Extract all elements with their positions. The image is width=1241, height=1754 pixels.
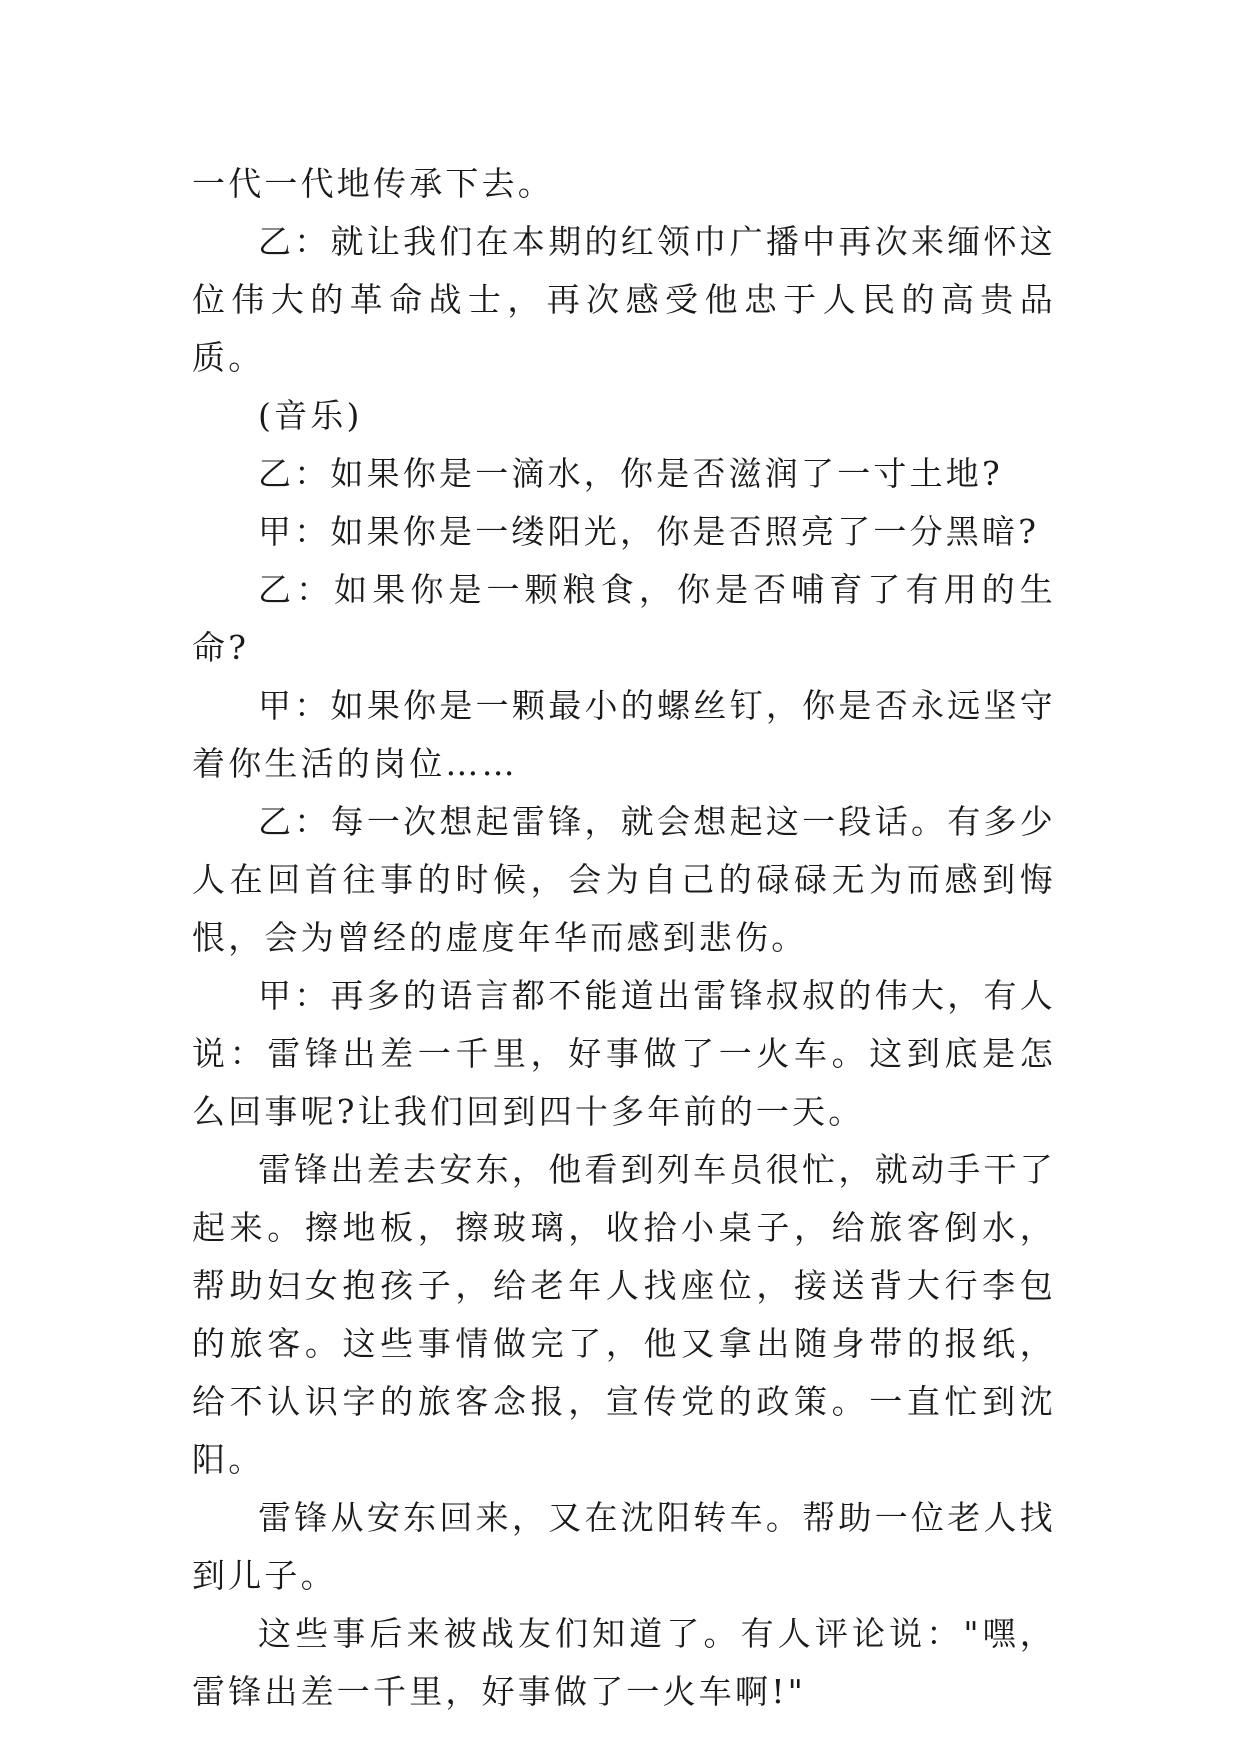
paragraph: 甲：再多的语言都不能道出雷锋叔叔的伟大，有人说：雷锋出差一千里，好事做了一火车。这到底是怎么回事呢?让我们回到四十多年前的一天。 — [192, 976, 1056, 1131]
paragraph: 甲：如果你是一颗最小的螺丝钉，你是否永远坚守着你生活的岗位…… — [192, 686, 1056, 783]
paragraph: 乙：每一次想起雷锋，就会想起这一段话。有多少人在回首往事的时候，会为自己的碌碌无为而感到悔恨，会为曾经的虚度年华而感到悲伤。 — [192, 802, 1056, 957]
paragraph: (音乐) — [258, 396, 363, 435]
document-page — [192, 155, 1056, 1721]
paragraph: 雷锋从安东回来，又在沈阳转车。帮助一位老人找到儿子。 — [192, 1498, 1056, 1595]
paragraph: 乙：如果你是一颗粮食，你是否哺育了有用的生命? — [192, 570, 1056, 667]
paragraph: 乙：如果你是一滴水，你是否滋润了一寸土地? — [258, 454, 1003, 493]
paragraph: 雷锋出差去安东，他看到列车员很忙，就动手干了起来。擦地板，擦玻璃，收拾小桌子，给旅客倒水，帮助妇女抱孩子，给老年人找座位，接送背大行李包的旅客。这些事情做完了，他又拿出随身带的报纸，给不认识字的旅客念报，宣传党的政策。一直忙到沈阳。 — [192, 1150, 1056, 1479]
paragraph: 这些事后来被战友们知道了。有人评论说："嘿，雷锋出差一千里，好事做了一火车啊!" — [192, 1614, 1056, 1711]
paragraph: 甲：如果你是一缕阳光，你是否照亮了一分黑暗? — [258, 512, 1040, 551]
paragraph: 乙：就让我们在本期的红领巾广播中再次来缅怀这位伟大的革命战士，再次感受他忠于人民的高贵品质。 — [192, 222, 1056, 377]
paragraph: 一代一代地传承下去。 — [192, 164, 554, 203]
